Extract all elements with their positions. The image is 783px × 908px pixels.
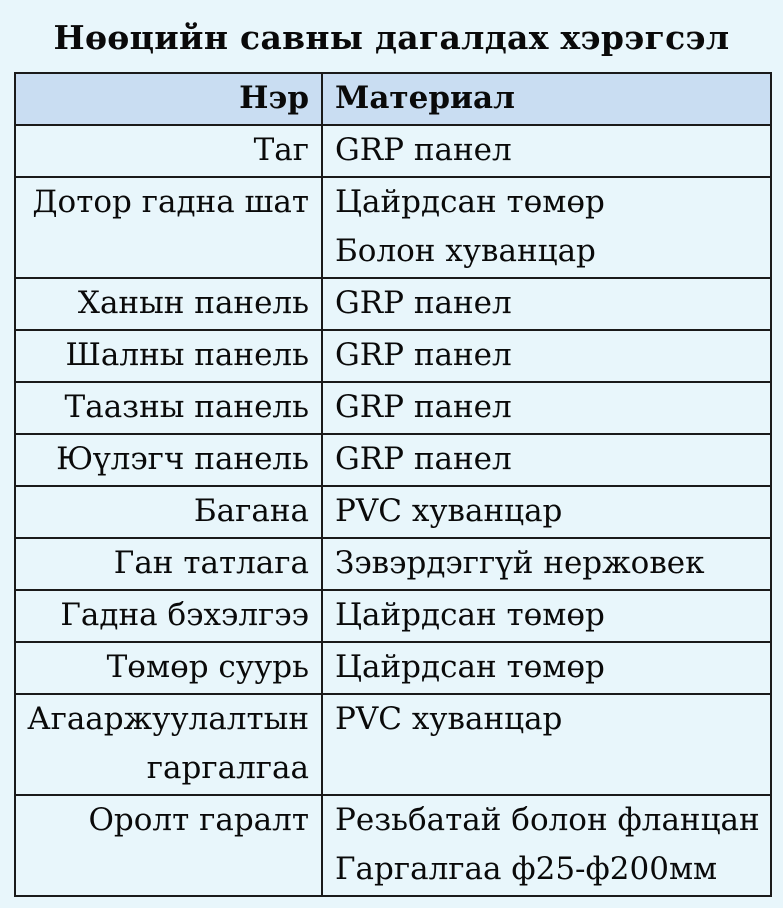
cell-material [322, 434, 771, 486]
cell-name [15, 330, 322, 382]
table-row [15, 590, 771, 642]
cell-name [15, 382, 322, 434]
cell-name-line: Төмөр суурь [106, 649, 309, 685]
table-row [15, 795, 771, 896]
cell-name-line: Ган татлага [113, 545, 309, 581]
cell-name-line: Ханын панель [77, 285, 309, 321]
cell-name [15, 694, 322, 795]
column-header-material: Материал [322, 73, 771, 125]
cell-name-line: Дотор гадна шат [32, 184, 309, 220]
cell-name [15, 486, 322, 538]
cell-name [15, 278, 322, 330]
table-row [15, 330, 771, 382]
cell-name-line: гаргалгаа [146, 750, 309, 786]
table-row [15, 125, 771, 177]
cell-material [322, 795, 771, 896]
cell-name [15, 642, 322, 694]
table-row [15, 434, 771, 486]
table-row [15, 642, 771, 694]
cell-material [322, 642, 771, 694]
cell-material-line: GRP панел [335, 132, 512, 168]
cell-material-line: Болон хуванцар [335, 233, 596, 269]
cell-material-line: GRP панел [335, 285, 512, 321]
cell-material [322, 694, 771, 795]
cell-name-line: Гадна бэхэлгээ [60, 597, 309, 633]
cell-material [322, 330, 771, 382]
cell-material [322, 590, 771, 642]
page-title: Нөөцийн савны дагалдах хэрэгсэл [53, 18, 730, 57]
cell-material-line: Цайрдсан төмөр [335, 184, 605, 220]
cell-material [322, 278, 771, 330]
cell-name-line: Оролт гаралт [88, 802, 309, 838]
cell-name [15, 177, 322, 278]
cell-material [322, 486, 771, 538]
cell-name [15, 590, 322, 642]
table-row [15, 486, 771, 538]
cell-name-line: Багана [193, 493, 309, 529]
cell-material-line: Цайрдсан төмөр [335, 649, 605, 685]
table-row [15, 177, 771, 278]
cell-name-line: Шалны панель [65, 337, 309, 373]
cell-material-line: PVC хуванцар [335, 701, 563, 737]
cell-material-line: GRP панел [335, 441, 512, 477]
cell-name-line: Таг [253, 132, 309, 168]
table-header-row [15, 73, 771, 125]
cell-name-line: Агааржуулалтын [27, 701, 309, 737]
cell-name [15, 434, 322, 486]
cell-material-line: Гаргалгаа ф25-ф200мм [335, 851, 718, 887]
cell-material-line: Цайрдсан төмөр [335, 597, 605, 633]
cell-name [15, 795, 322, 896]
cell-material-line: PVC хуванцар [335, 493, 563, 529]
table-body [15, 125, 771, 896]
table-row [15, 278, 771, 330]
cell-material-line: GRP панел [335, 337, 512, 373]
cell-material [322, 538, 771, 590]
cell-material-line: Резьбатай болон фланцан [335, 802, 760, 838]
cell-name [15, 125, 322, 177]
cell-material [322, 177, 771, 278]
cell-name [15, 538, 322, 590]
table-row [15, 694, 771, 795]
cell-material-line: Зэвэрдэггүй нержовек [335, 545, 705, 581]
cell-name-line: Юүлэгч панель [56, 441, 309, 477]
cell-material [322, 382, 771, 434]
column-header-name: Нэр [15, 73, 322, 125]
cell-material-line: GRP панел [335, 389, 512, 425]
cell-material [322, 125, 771, 177]
accessories-table [14, 72, 772, 897]
table-row [15, 538, 771, 590]
table-row [15, 382, 771, 434]
cell-name-line: Таазны панель [64, 389, 309, 425]
